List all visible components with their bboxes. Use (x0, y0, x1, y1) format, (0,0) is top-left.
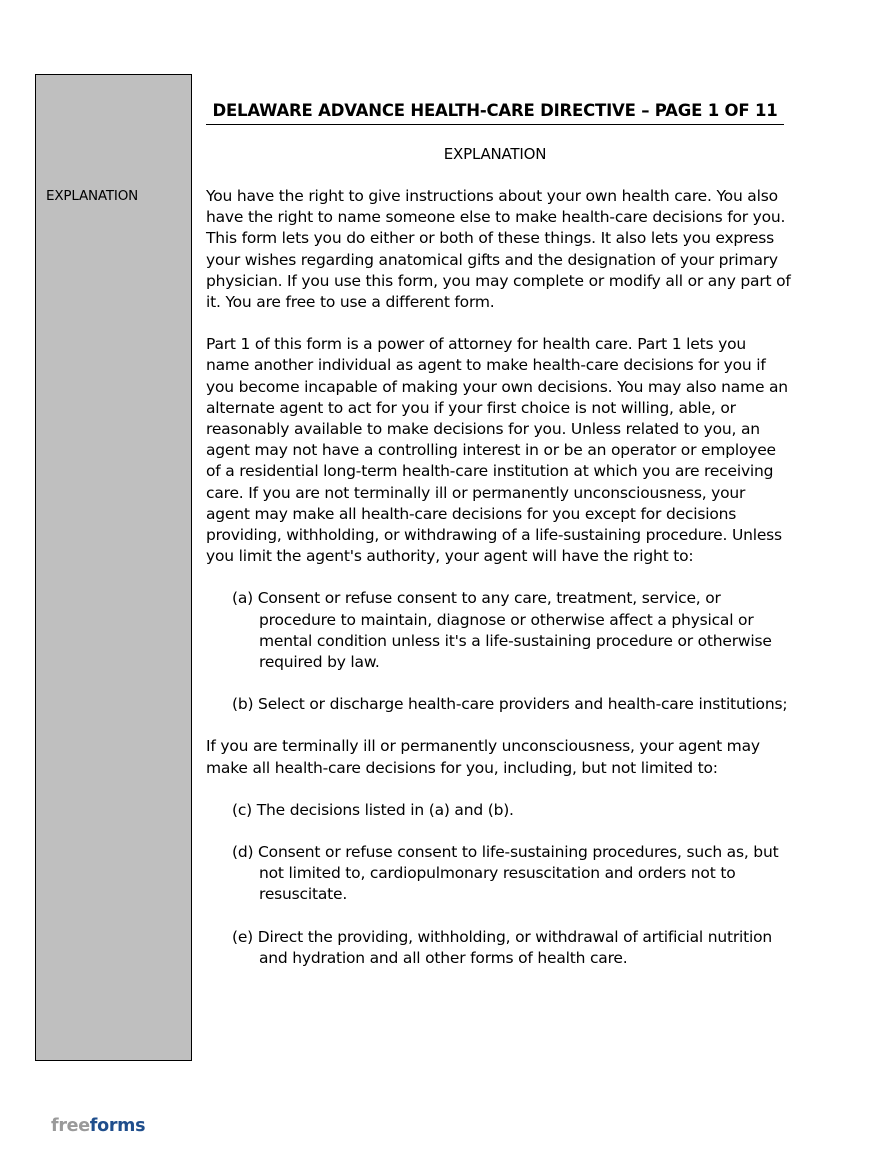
section-heading: EXPLANATION (443, 145, 547, 163)
explanation-body (206, 186, 791, 990)
list-item-d: (d) Consent or refuse consent to life-sustaining procedures, such as, but not limited to, cardiopulmonary resuscitation and orders not to resuscitate. (232, 843, 779, 904)
paragraph-terminal: If you are terminally ill or permanently unconsciousness, your agent may make all health-care decisions for you, including, but not limited to: (206, 737, 760, 777)
list-item-c: (c) The decisions listed in (a) and (b). (232, 800, 514, 819)
sidebar-panel (35, 74, 192, 1061)
logo-text-forms: forms (89, 1116, 146, 1136)
paragraph-intro: You have the right to give instructions about your own health care. You also have the right to name someone else to make health-care decisions for you. This form lets you do either or both of these things. It also lets you express your wishes regarding anatomical gifts and the designation of your primary physician. If you use this form, you may complete or modify all or any part of it. You are free to use a different form. (206, 187, 791, 312)
logo-text-free: free (51, 1116, 90, 1136)
list-item-b: (b) Select or discharge health-care providers and health-care institutions; (232, 695, 788, 714)
freeforms-logo (51, 1116, 145, 1136)
list-item-a: (a) Consent or refuse consent to any care, treatment, service, or procedure to maintain, diagnose or otherwise affect a physical or mental condition unless it's a life-sustaining procedure or otherwise required by law. (232, 589, 772, 672)
list-item-e: (e) Direct the providing, withholding, or withdrawal of artificial nutrition and hydration and all other forms of health care. (232, 927, 773, 967)
page-title: DELAWARE ADVANCE HEALTH-CARE DIRECTIVE – PAGE 1 OF 11 (206, 101, 784, 125)
sidebar-label: EXPLANATION (46, 188, 139, 204)
paragraph-part1: Part 1 of this form is a power of attorney for health care. Part 1 lets you name another individual as agent to make health-care decisions for you if you become incapable of making your own decisions. You may also name an alternate agent to act for you if your first choice is not willing, able, or reasonably available to make decisions for you. Unless related to you, an agent may not have a controlling interest in or be an operator or employee of a residential long-term health-care institution at which you are receiving care. If you are not terminally ill or permanently unconsciousness, your agent may make all health-care decisions for you except for decisions providing, withholding, or withdrawing of a life-sustaining procedure. Unless you limit the agent's authority, your agent will have the right to: (206, 335, 788, 566)
